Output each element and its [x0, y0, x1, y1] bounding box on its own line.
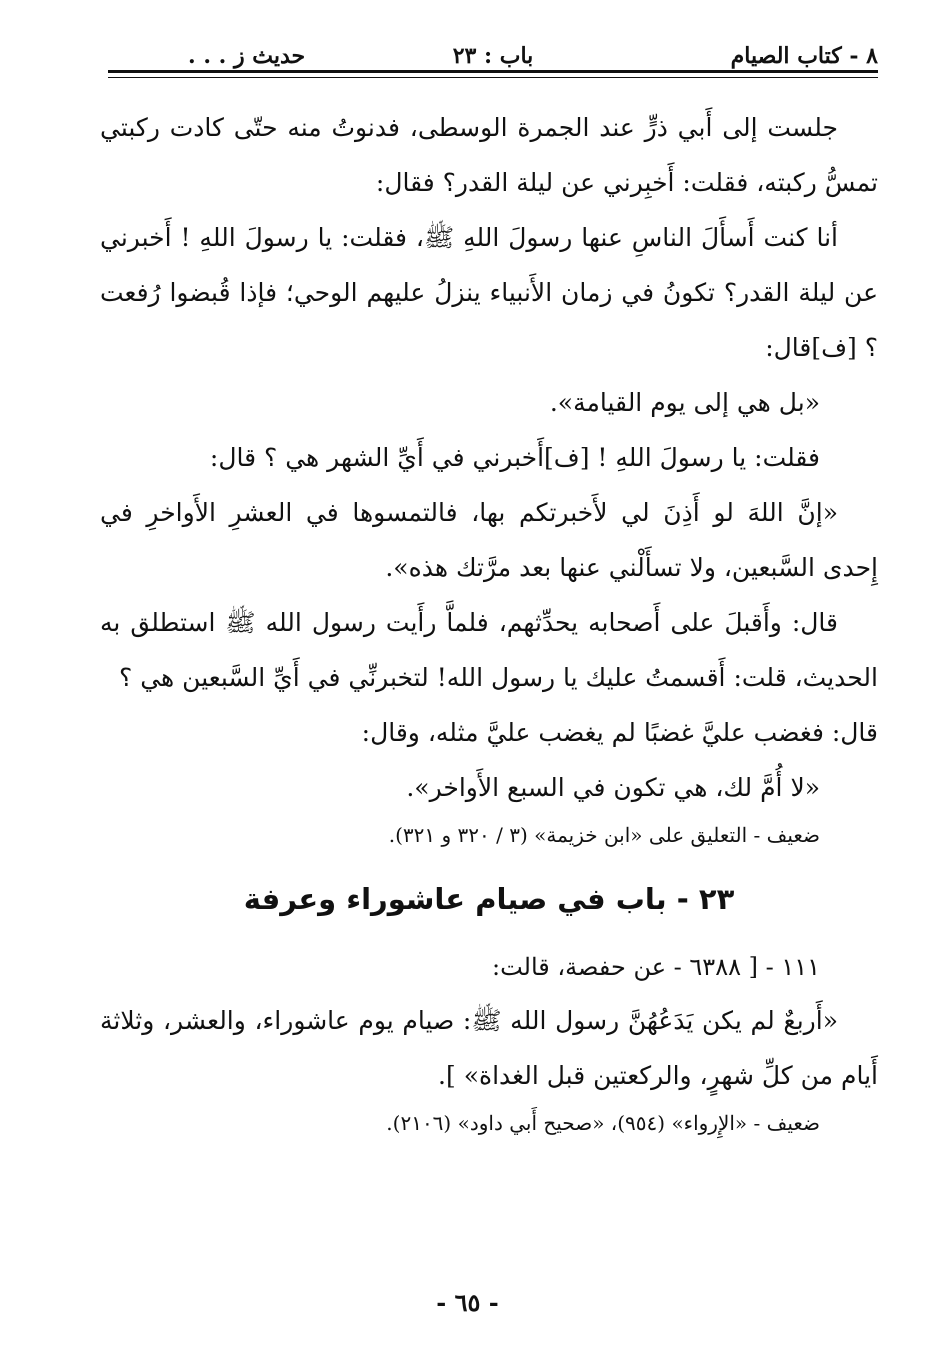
- header-rule-thin: [108, 77, 878, 78]
- book-chapter-title: ٨ - كتاب الصيام: [730, 43, 878, 69]
- paragraph-3: فقلت: يا رسولَ اللهِ ! [ف]أَخبرني في أَيِّ الشهر هي ؟ قال:: [209, 443, 820, 472]
- quote-2: «إنَّ اللهَ لو أَذِنَ لي لأَخبرتكم بها، فالتمسوها في العشرِ الأَواخرِ في إِحدى السَّبعين، ولا تسأَلْني عنها بعد مرَّتك هذه».: [100, 498, 878, 582]
- header-rule-thick: [108, 70, 878, 73]
- paragraph-4: قال: وأَقبلَ على أَصحابه يحدِّثهم، فلماَّ رأَيت رسول الله ﷺ استطلق به الحديث، قلت: أَقسمتُ عليك يا رسول الله! لتخبرنِّي في أَيِّ السَّبعين هي ؟: [100, 608, 878, 692]
- chapter-heading: ٢٣ - باب في صيام عاشوراء وعرفة: [243, 882, 735, 916]
- quote-4: «أَربعٌ لم يكن يَدَعُهُنَّ رسول الله ﷺ: صيام يوم عاشوراء، والعشر، وثلاثة أَيام من كلِّ شهرٍ، والركعتين قبل الغداة» ].: [100, 1006, 878, 1090]
- grading-note-2: ضعيف - «الإِرواء» (٩٥٤)، «صحيح أَبي داود» (٢١٠٦).: [386, 1111, 820, 1135]
- paragraph-5: قال: فغضب عليَّ غضبًا لم يغضب عليَّ مثله، وقال:: [361, 718, 878, 747]
- running-header: [108, 38, 878, 74]
- hadith-number-line: ١١١ - [ ٦٣٨٨ - عن حفصة، قالت:: [492, 953, 820, 981]
- paragraph-2: أنا كنت أَسأَلَ الناسِ عنها رسولَ اللهِ ﷺ، فقلت: يا رسولَ اللهِ ! أَخبرني عن ليلة القدر؟ تكونُ في زمان الأَنبياء ينزلُ عليهم الوحي؛ فإذا قُبضوا رُفعت ؟ [ف]قال:: [100, 223, 878, 362]
- hadith-label: حديث ز . . .: [188, 43, 306, 69]
- paragraph-1: جلست إلى أَبي ذرٍّ عند الجمرة الوسطى، فدنوتُ منه حتّى كادت ركبتي تمسُّ ركبته، فقلت: أَخبِرني عن ليلة القدر؟ فقال:: [100, 113, 878, 197]
- section-label: باب : ٢٣: [452, 43, 534, 69]
- main-text: [100, 100, 878, 1143]
- quote-1: «بل هي إلى يوم القيامة».: [549, 388, 820, 417]
- grading-note-1: ضعيف - التعليق على «ابن خزيمة» (٣ / ٣٢٠ و ٣٢١).: [388, 823, 820, 847]
- page-number: - ٦٥ -: [436, 1288, 499, 1317]
- quote-3: «لا أُمَّ لك، هي تكون في السبع الأَواخر».: [406, 773, 820, 802]
